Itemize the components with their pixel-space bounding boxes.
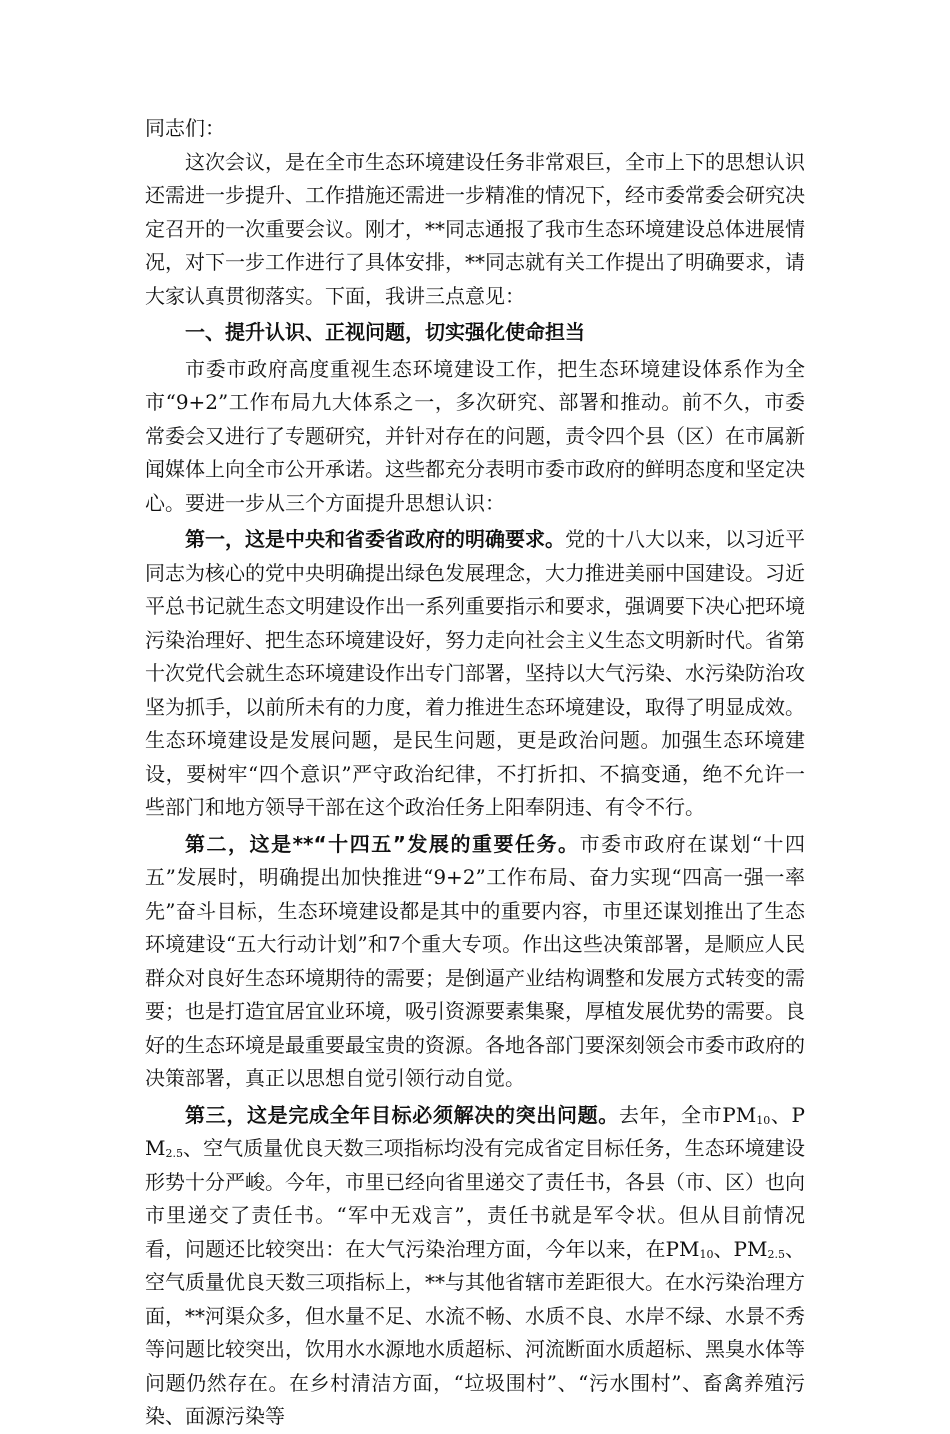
section-heading: 一、提升认识、正视问题，切实强化使命担当 [185, 320, 585, 344]
point-two-lead: 第二，这是**“十四五”发展的重要任务。 [185, 831, 580, 856]
point-two-paragraph [145, 828, 805, 1096]
pm25-subscript: 2.5 [165, 1147, 183, 1160]
point-three-text-4: 、PM [713, 1236, 768, 1261]
pm10-subscript: 10 [699, 1247, 714, 1261]
point-three-text-1: 去年，全市PM [618, 1102, 757, 1127]
pm10-subscript: 10 [756, 1113, 771, 1127]
point-three-text-2: 、PM [145, 1102, 806, 1160]
pm25-subscript: 2.5 [767, 1247, 785, 1261]
document-body [145, 112, 805, 1434]
point-one-paragraph [145, 523, 805, 825]
salutation: 同志们： [145, 116, 225, 140]
point-two-body: 市委市政府在谋划“十四五”发展时，明确提出加快推进“9+2”工作布局、奋力实现“四高一强一率先”奋斗目标，生态环境建设都是其中的重要内容，市里还谋划推出了生态环境建设“五大行动计划”和7个重大专项。作出这些决策部署，是顺应人民群众对良好生态环境期待的需要；是倒逼产业结构调整和发展方式转变的需要；也是打造宜居宜业环境，吸引资源要素集聚，厚植发展优势的需要。良好的生态环境是最重要最宝贵的资源。各地各部门要深刻领会市委市政府的决策部署，真正以思想自觉引领行动自觉。 [145, 831, 805, 1090]
point-three-text-3: 、空气质量优良天数三项指标均没有完成省定目标任务，生态环境建设形势十分严峻。今年，市里已经向省里递交了责任书，各县（市、区）也向市里递交了责任书。“军中无戏言”，责任书就是军令状。但从目前情况看，问题还比较突出：在大气污染治理方面，今年以来，在PM [145, 1136, 805, 1261]
point-three-paragraph [145, 1099, 805, 1434]
point-one-lead: 第一，这是中央和省委省政府的明确要求。 [185, 527, 565, 551]
point-one-body: 党的十八大以来，以习近平同志为核心的党中央明确提出绿色发展理念，大力推进美丽中国建设。习近平总书记就生态文明建设作出一系列重要指示和要求，强调要下决心把环境污染治理好、把生态环境建设好，努力走向社会主义生态文明新时代。省第十次党代会就生态环境建设作出专门部署，坚持以大气污染、水污染防治攻坚为抓手，以前所未有的力度，着力推进生态环境建设，取得了明显成效。生态环境建设是发展问题，是民生问题，更是政治问题。加强生态环境建设，要树牢“四个意识”严守政治纪律，不打折扣、不搞变通，绝不允许一些部门和地方领导干部在这个政治任务上阳奉阴违、有令不行。 [145, 527, 805, 819]
intro-paragraph: 这次会议，是在全市生态环境建设任务非常艰巨，全市上下的思想认识还需进一步提升、工作措施还需进一步精准的情况下，经市委常委会研究决定召开的一次重要会议。刚才，**同志通报了我市生态环境建设总体进展情况，对下一步工作进行了具体安排，**同志就有关工作提出了明确要求，请大家认真贯彻落实。下面，我讲三点意见： [145, 149, 805, 308]
point-three-text-5: 、空气质量优良天数三项指标上，**与其他省辖市差距很大。在水污染治理方面，**河渠众多，但水量不足、水流不畅、水质不良、水岸不绿、水景不秀等问题比较突出，饮用水水源地水质超标、河流断面水质超标、黑臭水体等问题仍然存在。在乡村清洁方面，“垃圾围村”、“污水围村”、畜禽养殖污染、面源污染等 [145, 1236, 806, 1428]
point-three-lead: 第三，这是完成全年目标必须解决的突出问题。 [185, 1102, 619, 1127]
section-intro-paragraph: 市委市政府高度重视生态环境建设工作，把生态环境建设体系作为全市“9+2”工作布局九大体系之一，多次研究、部署和推动。前不久，市委常委会又进行了专题研究，并针对存在的问题，责令四个县（区）在市属新闻媒体上向全市公开承诺。这些都充分表明市委市政府的鲜明态度和坚定决心。要进一步从三个方面提升思想认识： [145, 356, 805, 515]
